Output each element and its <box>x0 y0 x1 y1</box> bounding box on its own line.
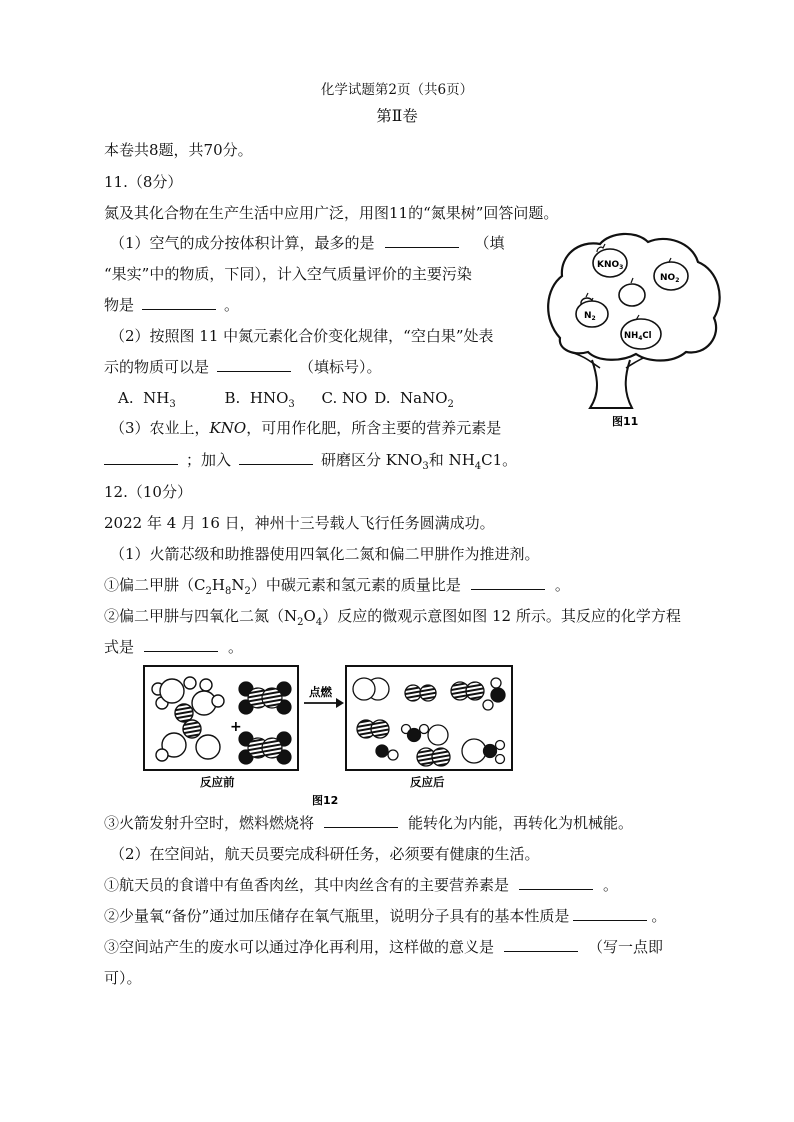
answer-blank[interactable] <box>385 233 459 248</box>
svg-text:NO2: $NO_2$ <box>660 273 680 284</box>
q12-sub1: ①偏二甲肼$(C_2H_8N_2)$中碳元素和氢元素的质量比是 。 <box>104 576 570 597</box>
before-label: 反应前 <box>200 775 235 789</box>
q12-item3-line2: 可）。 <box>104 969 142 987</box>
q11-p1-end: 。 <box>224 296 240 314</box>
answer-blank[interactable] <box>217 357 291 372</box>
after-label: 反应后 <box>410 775 445 789</box>
q11-part1-line2: “果实”中的物质，下同），计入空气质量评价的主要污染 <box>104 265 472 283</box>
svg-text:NH4Cl: $NH_4Cl$ <box>624 331 652 342</box>
q12-stem: 2022 年 4 月 16 日，神州十三号载人飞行任务圆满成功。 <box>104 514 495 532</box>
plus-sign: + <box>230 719 242 735</box>
q11-p1-text-d: 物是 <box>104 296 135 314</box>
q12-sub3: ③火箭发射升空时，燃料燃烧将 能转化为内能，再转化为机械能。 <box>104 814 634 832</box>
answer-blank[interactable] <box>573 906 647 921</box>
arrow-head-icon <box>336 698 344 708</box>
q12-sub2-line1: ②偏二甲肼与四氧化二氮$(N_2O_4)$反应的微观示意图如图 12 所示。其反应的化学方程 <box>104 607 681 628</box>
svg-text:KNO3: $KNO_3$ <box>597 260 624 271</box>
answer-blank[interactable] <box>504 937 578 952</box>
option-b: B. $HNO_3$ <box>224 389 295 410</box>
q11-p2-text: 示的物质可以是 <box>104 358 210 376</box>
q11-p2-note: （填标号）。 <box>299 358 382 376</box>
svg-text:N2: $N_2$ <box>584 311 596 322</box>
option-c: C. NO <box>321 389 368 407</box>
q11-stem: 氮及其化合物在生产生活中应用广泛，用图11的“氮果树”回答问题。 <box>104 204 559 222</box>
q11-p3-text-c: ；加入 <box>186 451 232 469</box>
q11-part2-line1: （2）按照图 11 中氮元素化合价变化规律，“空白果”处表 <box>110 327 494 345</box>
q12-item1: ①航天员的食谱中有鱼香肉丝，其中肉丝含有的主要营养素是 。 <box>104 876 619 894</box>
answer-blank[interactable] <box>519 875 593 890</box>
answer-blank[interactable] <box>239 450 313 465</box>
q11-number: 11.（8分） <box>104 173 183 191</box>
reaction-diagram-figure <box>138 663 593 808</box>
q11-part3-line1 <box>110 418 501 438</box>
q12-item2: ②少量氧“备份”通过加压储存在氧气瓶里，说明分子具有的基本性质是 。 <box>104 907 667 925</box>
q12-item3-line1: ③空间站产生的废水可以通过净化再利用，这样做的意义是 （写一点即 <box>104 938 664 956</box>
q11-p1-fill-note: （填 <box>474 234 505 252</box>
answer-blank[interactable] <box>142 295 216 310</box>
q11-p3-kno: KNO <box>209 419 247 437</box>
q11-p3-text-b: ，可用作化肥，所含主要的营养元素是 <box>246 419 502 437</box>
answer-blank[interactable] <box>471 575 545 590</box>
q12-sub2-line2: 式是 。 <box>104 638 244 656</box>
option-d: D. NaNO$_2$ <box>374 389 454 410</box>
answer-blank[interactable] <box>144 637 218 652</box>
answer-blank[interactable] <box>104 450 178 465</box>
section-intro: 本卷共8题，共70分。 <box>104 141 253 159</box>
q11-p1-text: （1）空气的成分按体积计算，最多的是 <box>110 234 375 252</box>
q12-part1: （1）火箭芯级和助推器使用四氧化二氮和偏二甲肼作为推进剂。 <box>110 545 540 563</box>
q11-part3-line2 <box>104 450 517 470</box>
q11-options <box>118 388 454 408</box>
q11-part1-line1 <box>110 233 505 253</box>
q12-number: 12.（10分） <box>104 483 192 501</box>
tree-trunk <box>590 360 632 408</box>
figure-12-caption: 图12 <box>312 794 339 807</box>
section-title: 第Ⅱ卷 <box>376 107 418 125</box>
q11-part2-line2 <box>104 357 382 377</box>
q11-p3-text-d: 研磨区分 $KNO_3$和 $NH_4C1$。 <box>321 451 518 472</box>
figure-11-caption: 图11 <box>612 415 639 428</box>
nitrogen-tree-figure <box>540 228 730 428</box>
q12-part2: （2）在空间站，航天员要完成科研任务，必须要有健康的生活。 <box>110 845 540 863</box>
q11-p3-text: （3）农业上， <box>110 419 210 437</box>
page-info: 化学试题第2页（共6页） <box>320 82 474 98</box>
answer-blank[interactable] <box>324 813 398 828</box>
q11-part1-line3 <box>104 295 239 315</box>
option-a: A. $NH_3$ <box>118 389 176 410</box>
arrow-label: 点燃 <box>309 685 332 699</box>
